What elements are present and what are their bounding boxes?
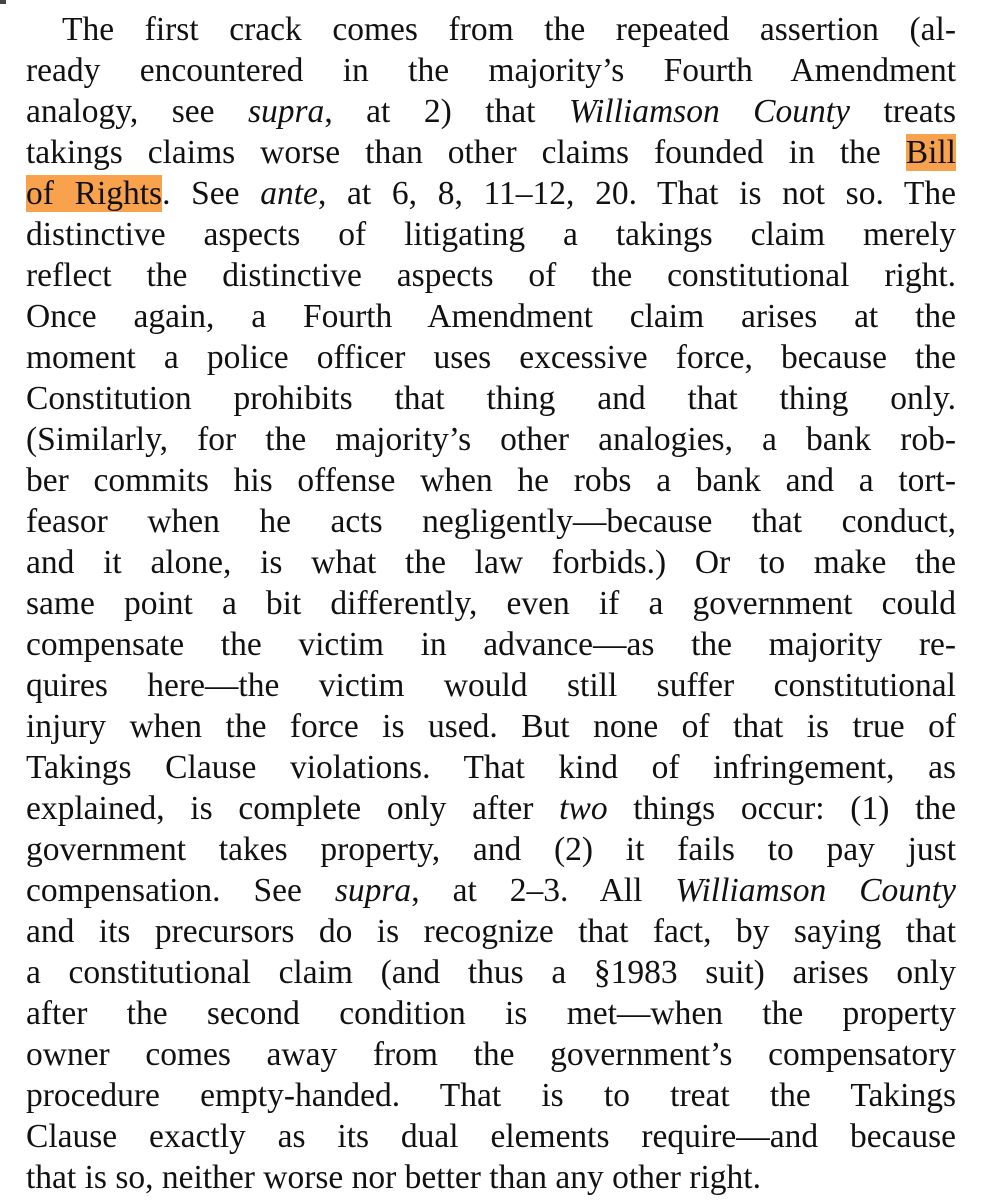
text-segment: , at 6, 8, 11–12, 20. That is not so. The bbox=[317, 175, 957, 212]
text-segment: government takes property, and (2) it fails to pay just bbox=[26, 831, 956, 868]
text-line bbox=[26, 747, 956, 788]
text-segment: takings claims worse than other claims founded in the bbox=[26, 134, 906, 171]
italic-citation: ante bbox=[260, 175, 318, 212]
text-line bbox=[26, 624, 956, 665]
text-segment: Constitution prohibits that thing and that thing only. bbox=[26, 380, 956, 417]
text-segment: (Similarly, for the majority’s other analogies, a bank rob- bbox=[26, 421, 956, 458]
text-segment: Takings Clause violations. That kind of infringement, as bbox=[26, 749, 956, 786]
text-segment: same point a bit differently, even if a government could bbox=[26, 585, 956, 622]
text-segment: . See bbox=[162, 175, 261, 212]
text-line bbox=[26, 91, 956, 132]
text-line bbox=[26, 665, 956, 706]
text-segment: compensation. See bbox=[26, 872, 335, 909]
text-line bbox=[26, 1116, 956, 1157]
highlighted-text: of Rights bbox=[26, 175, 163, 212]
highlighted-text: Bill bbox=[905, 134, 956, 171]
text-line bbox=[26, 419, 956, 460]
text-line bbox=[26, 296, 956, 337]
text-line bbox=[26, 911, 956, 952]
text-line bbox=[26, 788, 956, 829]
text-segment: procedure empty-handed. That is to treat the Takings bbox=[26, 1077, 956, 1114]
text-segment: Clause exactly as its dual elements require—and because bbox=[26, 1118, 956, 1155]
cropped-text-fragment bbox=[0, 0, 6, 4]
text-segment: that is so, neither worse nor better than any other right. bbox=[26, 1159, 761, 1196]
italic-citation: Williamson County bbox=[568, 93, 850, 130]
text-line bbox=[26, 1034, 956, 1075]
text-line bbox=[26, 706, 956, 747]
text-segment: The first crack comes from the repeated assertion (al- bbox=[62, 11, 956, 48]
text-line bbox=[26, 255, 956, 296]
text-line bbox=[26, 173, 956, 214]
text-segment: owner comes away from the government’s compensatory bbox=[26, 1036, 956, 1073]
text-segment: things occur: (1) the bbox=[607, 790, 956, 827]
text-segment: analogy, see bbox=[26, 93, 248, 130]
text-segment: distinctive aspects of litigating a takings claim merely bbox=[26, 216, 956, 253]
italic-citation: supra bbox=[334, 872, 412, 909]
text-segment: ready encountered in the majority’s Fourth Amendment bbox=[26, 52, 956, 89]
italic-citation: Williamson County bbox=[675, 872, 956, 909]
text-line bbox=[26, 993, 956, 1034]
text-segment: feasor when he acts negligently—because that conduct, bbox=[26, 503, 956, 540]
text-line bbox=[26, 337, 956, 378]
text-line bbox=[26, 501, 956, 542]
text-segment: and it alone, is what the law forbids.) Or to make the bbox=[26, 544, 956, 581]
text-line bbox=[26, 1075, 956, 1116]
text-line bbox=[26, 583, 956, 624]
italic-citation: supra bbox=[247, 93, 325, 130]
text-segment: compensate the victim in advance—as the majority re- bbox=[26, 626, 956, 663]
italic-citation: two bbox=[559, 790, 608, 827]
text-segment: Once again, a Fourth Amendment claim arises at the bbox=[26, 298, 956, 335]
text-line bbox=[62, 9, 956, 50]
text-segment: moment a police officer uses excessive force, because the bbox=[26, 339, 956, 376]
text-line bbox=[26, 870, 956, 911]
text-line bbox=[26, 460, 956, 501]
text-segment: quires here—the victim would still suffer constitutional bbox=[26, 667, 956, 704]
text-segment: treats bbox=[849, 93, 956, 130]
text-line bbox=[26, 829, 956, 870]
text-line bbox=[26, 378, 956, 419]
text-line bbox=[26, 952, 956, 993]
text-line bbox=[26, 50, 956, 91]
text-line bbox=[26, 214, 956, 255]
text-segment: injury when the force is used. But none of that is true of bbox=[26, 708, 956, 745]
text-segment: , at 2) that bbox=[324, 93, 569, 130]
text-segment: a constitutional claim (and thus a §1983 suit) arises only bbox=[26, 954, 956, 991]
text-line bbox=[26, 1157, 956, 1198]
text-segment: reflect the distinctive aspects of the constitutional right. bbox=[26, 257, 956, 294]
text-segment: ber commits his offense when he robs a bank and a tort- bbox=[26, 462, 956, 499]
text-segment: and its precursors do is recognize that fact, by saying that bbox=[26, 913, 956, 950]
text-segment: after the second condition is met—when the property bbox=[26, 995, 956, 1032]
text-segment: explained, is complete only after bbox=[26, 790, 560, 827]
text-segment: , at 2–3. All bbox=[411, 872, 676, 909]
text-line bbox=[26, 542, 956, 583]
text-line bbox=[26, 132, 956, 173]
